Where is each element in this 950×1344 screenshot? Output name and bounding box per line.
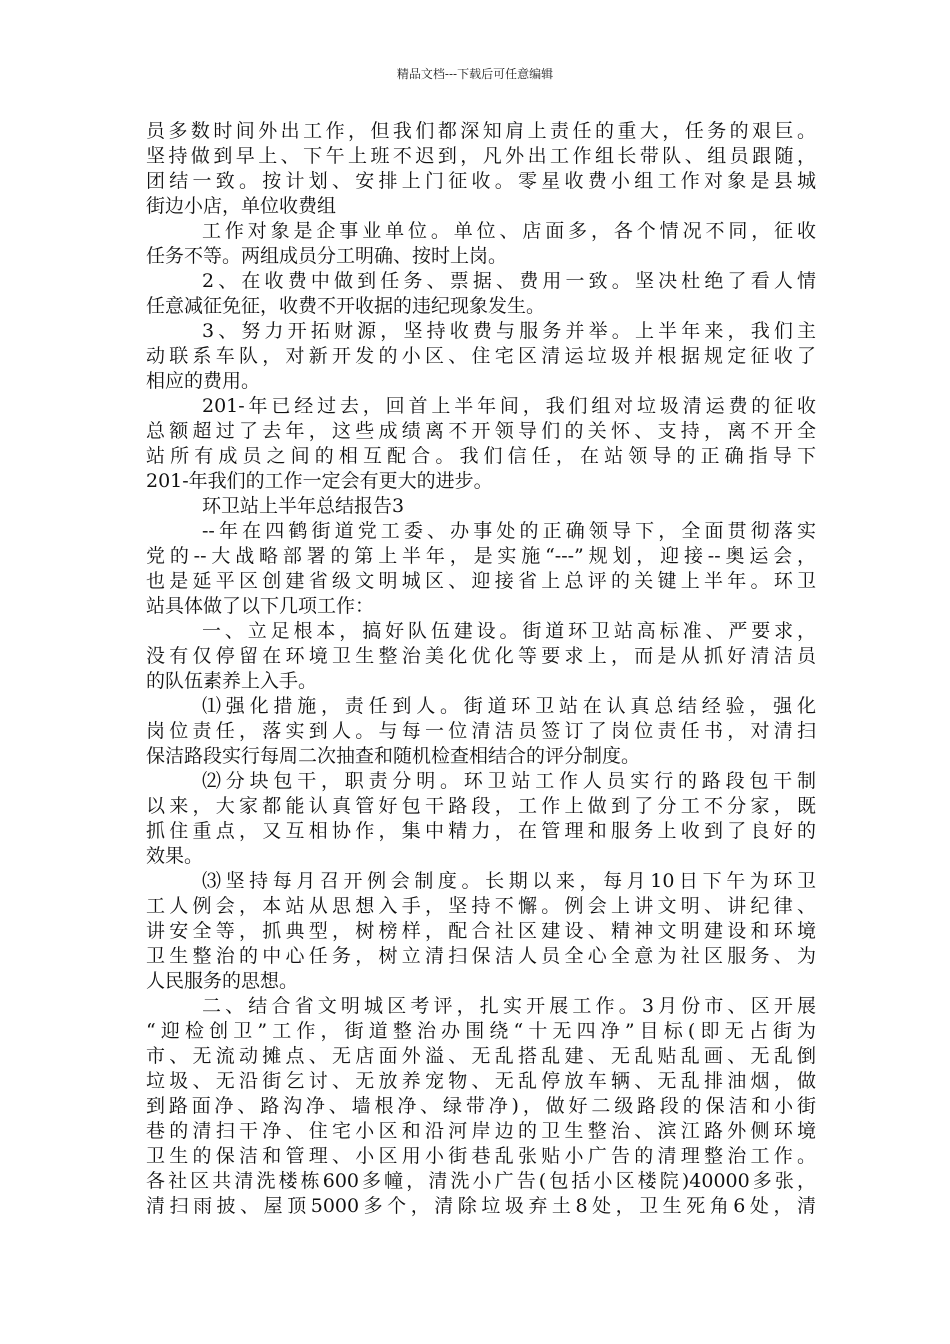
text-line: ⑴强化措施，责任到人。街道环卫站在认真总结经验，强化 bbox=[202, 695, 816, 717]
text-line: “迎检创卫”工作，街道整治办围绕“十无四净”目标(即无占街为 bbox=[146, 1020, 816, 1042]
text-line: 到路面净、路沟净、墙根净、绿带净)，做好二级路段的保洁和小街 bbox=[146, 1095, 816, 1117]
text-line: 党的--大战略部署的第上半年，是实施“---”规划，迎接--奥运会， bbox=[146, 545, 816, 567]
text-line: 环卫站上半年总结报告3 bbox=[202, 495, 405, 517]
text-line: 任意减征免征，收费不开收据的违纪现象发生。 bbox=[146, 295, 546, 317]
text-line: ⑶坚持每月召开例会制度。长期以来，每月10日下午为环卫 bbox=[202, 870, 816, 892]
text-line: 任务不等。两组成员分工明确、按时上岗。 bbox=[146, 245, 508, 267]
text-line: --年在四鹤街道党工委、办事处的正确领导下，全面贯彻落实 bbox=[202, 520, 816, 542]
text-line: 总额超过了去年，这些成绩离不开领导们的关怀、支持，离不开全 bbox=[146, 420, 816, 442]
text-line: 人民服务的思想。 bbox=[146, 970, 299, 992]
text-line: 垃圾、无沿街乞讨、无放养宠物、无乱停放车辆、无乱排油烟，做 bbox=[146, 1070, 816, 1092]
text-line: 团结一致。按计划、安排上门征收。零星收费小组工作对象是县城 bbox=[146, 170, 816, 192]
text-line: 街边小店，单位收费组 bbox=[146, 195, 337, 217]
page-header: 精品文档---下载后可任意编辑 bbox=[396, 67, 554, 81]
text-line: 2、在收费中做到任务、票据、费用一致。坚决杜绝了看人情 bbox=[202, 270, 816, 292]
text-line: 站具体做了以下几项工作： bbox=[146, 595, 375, 617]
text-line: 讲安全等，抓典型，树榜样，配合社区建设、精神文明建设和环境 bbox=[146, 920, 816, 942]
document-body bbox=[146, 119, 816, 1219]
text-line: 巷的清扫干净、住宅小区和沿河岸边的卫生整治、滨江路外侧环境 bbox=[146, 1120, 816, 1142]
text-line: 各社区共清洗楼栋600多幢，清洗小广告(包括小区楼院)40000多张， bbox=[146, 1170, 816, 1192]
text-line: 相应的费用。 bbox=[146, 370, 261, 392]
text-line: 抓住重点，又互相协作，集中精力，在管理和服务上收到了良好的 bbox=[146, 820, 816, 842]
text-line: 以来，大家都能认真管好包干路段，工作上做到了分工不分家，既 bbox=[146, 795, 816, 817]
text-line: ⑵分块包干，职责分明。环卫站工作人员实行的路段包干制 bbox=[202, 770, 816, 792]
text-line: 201-年我们的工作一定会有更大的进步。 bbox=[146, 470, 493, 492]
text-line: 没有仅停留在环境卫生整治美化优化等要求上，而是从抓好清洁员 bbox=[146, 645, 816, 667]
text-line: 员多数时间外出工作，但我们都深知肩上责任的重大，任务的艰巨。 bbox=[146, 120, 816, 142]
text-line: 卫生的保洁和管理、小区用小街巷乱张贴小广告的清理整治工作。 bbox=[146, 1145, 816, 1167]
text-line: 效果。 bbox=[146, 845, 204, 867]
text-line: 一、立足根本，搞好队伍建设。街道环卫站高标准、严要求， bbox=[202, 620, 816, 642]
text-line: 市、无流动摊点、无店面外溢、无乱搭乱建、无乱贴乱画、无乱倒 bbox=[146, 1045, 816, 1067]
text-line: 3、努力开拓财源，坚持收费与服务并举。上半年来，我们主 bbox=[202, 320, 816, 342]
text-line: 清扫雨披、屋顶5000多个，清除垃圾弃土8处，卫生死角6处，清 bbox=[146, 1195, 816, 1217]
text-line: 岗位责任，落实到人。与每一位清洁员签订了岗位责任书，对清扫 bbox=[146, 720, 816, 742]
text-line: 工人例会，本站从思想入手，坚持不懈。例会上讲文明、讲纪律、 bbox=[146, 895, 816, 917]
text-line: 二、结合省文明城区考评，扎实开展工作。3月份市、区开展 bbox=[202, 995, 816, 1017]
text-line: 保洁路段实行每周二次抽查和随机检查相结合的评分制度。 bbox=[146, 745, 641, 767]
text-line: 坚持做到早上、下午上班不迟到，凡外出工作组长带队、组员跟随， bbox=[146, 145, 816, 167]
text-line: 动联系车队，对新开发的小区、住宅区清运垃圾并根据规定征收了 bbox=[146, 345, 816, 367]
text-line: 也是延平区创建省级文明城区、迎接省上总评的关键上半年。环卫 bbox=[146, 570, 816, 592]
text-line: 的队伍素养上入手。 bbox=[146, 670, 318, 692]
text-line: 卫生整治的中心任务，树立清扫保洁人员全心全意为社区服务、为 bbox=[146, 945, 816, 967]
text-line: 工作对象是企事业单位。单位、店面多，各个情况不同，征收 bbox=[202, 220, 816, 242]
text-line: 201-年已经过去，回首上半年间，我们组对垃圾清运费的征收 bbox=[202, 395, 816, 417]
text-line: 站所有成员之间的相互配合。我们信任，在站领导的正确指导下 bbox=[146, 445, 816, 467]
